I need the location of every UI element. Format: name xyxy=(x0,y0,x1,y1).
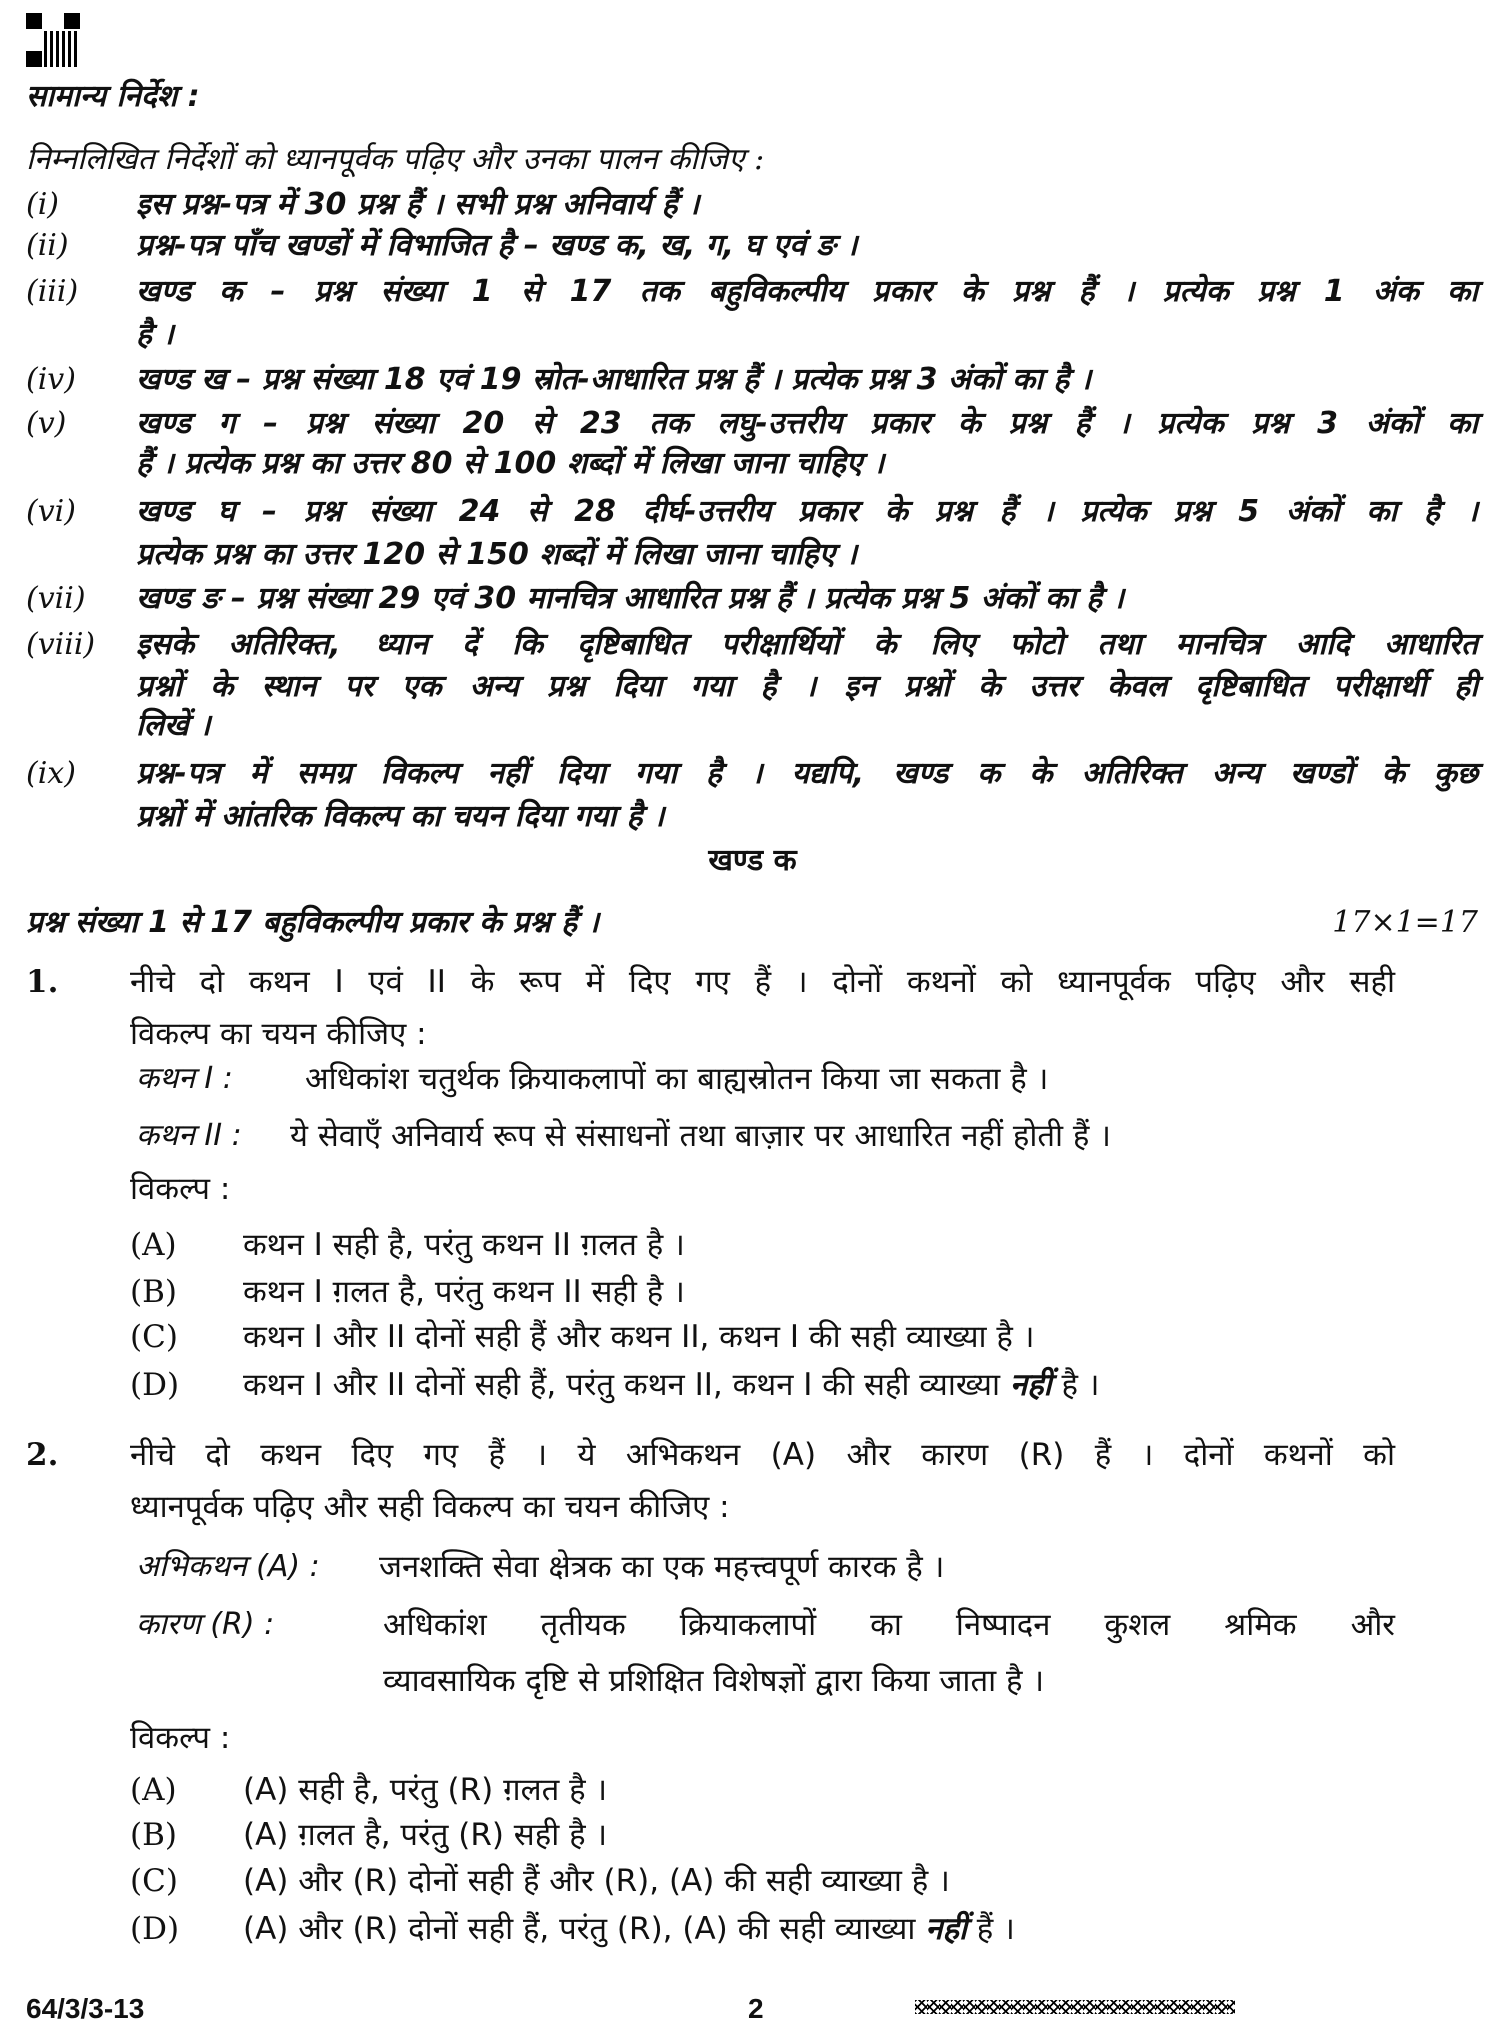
instruction-text: प्रश्नों में आंतरिक विकल्प का चयन दिया गया है । xyxy=(136,799,665,834)
instruction-text: खण्ड ख – प्रश्न संख्या 18 एवं 19 स्रोत-आधारित प्रश्न हैं । प्रत्येक प्रश्न 3 अंकों का है । xyxy=(136,362,1092,397)
option-key: (B) xyxy=(130,1817,177,1853)
option-text: कथन I ग़लत है, परंतु कथन II सही है । xyxy=(243,1274,685,1310)
section-title: खण्ड क xyxy=(708,843,797,878)
option-text: कथन I और II दोनों सही हैं और कथन II, कथन I की सही व्याख्या है । xyxy=(243,1319,1035,1355)
instruction-text: खण्ड ग – प्रश्न संख्या 20 से 23 तक लघु-उत्तरीय प्रकार के प्रश्न हैं । प्रत्येक प्रश्न 3 अंकों का xyxy=(136,406,1478,441)
statement-label: कथन I : xyxy=(136,1061,233,1096)
option-key: (B) xyxy=(130,1274,177,1310)
option-text: (A) सही है, परंतु (R) ग़लत है । xyxy=(243,1772,608,1808)
option-emphasis: नहीं xyxy=(1009,1367,1052,1403)
question-text: विकल्प का चयन कीजिए : xyxy=(130,1016,427,1052)
statement-label: कारण (R) : xyxy=(136,1607,275,1642)
statement-text: अधिकांश तृतीयक क्रियाकलापों का निष्पादन कुशल श्रमिक और xyxy=(383,1607,1395,1643)
option-text: (A) और (R) दोनों सही हैं और (R), (A) की सही व्याख्या है । xyxy=(243,1863,950,1899)
question-number: 2. xyxy=(26,1437,59,1473)
instruction-text: प्रश्नों के स्थान पर एक अन्य प्रश्न दिया गया है । इन प्रश्नों के उत्तर केवल दृष्टिबाधित परीक्षार्थी ही xyxy=(136,669,1478,704)
page-number: 2 xyxy=(748,1993,764,2024)
section-marks: 17×1=17 xyxy=(1332,905,1478,940)
options-label: विकल्प : xyxy=(130,1720,231,1756)
paper-code: 64/3/3-13 xyxy=(26,1993,145,2024)
instructions-heading: सामान्य निर्देश : xyxy=(26,79,200,114)
instruction-num: (iv) xyxy=(26,362,76,397)
option-text: (A) ग़लत है, परंतु (R) सही है । xyxy=(243,1817,608,1853)
instruction-text: प्रश्न-पत्र में समग्र विकल्प नहीं दिया गया है । यद्यपि, खण्ड क के अतिरिक्त अन्य खण्डों के कुछ xyxy=(136,756,1478,791)
instruction-num: (ii) xyxy=(26,228,69,263)
option-emphasis: नहीं xyxy=(925,1911,967,1947)
option-text xyxy=(243,1367,1100,1403)
option-text-main: (A) और (R) दोनों सही हैं, परंतु (R), (A) की सही व्याख्या xyxy=(243,1911,916,1947)
option-key: (D) xyxy=(130,1911,180,1947)
statement-text: व्यावसायिक दृष्टि से प्रशिक्षित विशेषज्ञों द्वारा किया जाता है । xyxy=(383,1663,1045,1699)
option-text xyxy=(243,1911,1015,1947)
statement-label: कथन II : xyxy=(136,1118,242,1153)
options-label: विकल्प : xyxy=(130,1171,231,1207)
question-text: नीचे दो कथन दिए गए हैं । ये अभिकथन (A) और कारण (R) हैं । दोनों कथनों को xyxy=(130,1437,1395,1473)
instruction-num: (iii) xyxy=(26,274,79,309)
instruction-text: खण्ड घ – प्रश्न संख्या 24 से 28 दीर्घ-उत्तरीय प्रकार के प्रश्न हैं । प्रत्येक प्रश्न 5 अंकों का है । xyxy=(136,494,1478,529)
statement-text: ये सेवाएँ अनिवार्य रूप से संसाधनों तथा बाज़ार पर आधारित नहीं होती हैं । xyxy=(290,1118,1111,1154)
instruction-num: (viii) xyxy=(26,627,96,662)
instruction-text: प्रत्येक प्रश्न का उत्तर 120 से 150 शब्दों में लिखा जाना चाहिए । xyxy=(136,537,857,572)
section-prompt: प्रश्न संख्या 1 से 17 बहुविकल्पीय प्रकार के प्रश्न हैं । xyxy=(26,905,600,940)
instruction-num: (i) xyxy=(26,187,60,222)
instruction-num: (ix) xyxy=(26,756,76,791)
option-key: (C) xyxy=(130,1863,178,1899)
option-key: (C) xyxy=(130,1319,178,1355)
statement-label: अभिकथन (A) : xyxy=(136,1549,320,1584)
option-text: कथन I सही है, परंतु कथन II ग़लत है । xyxy=(243,1227,685,1263)
option-key: (A) xyxy=(130,1227,177,1263)
question-number: 1. xyxy=(26,964,59,1000)
question-text: नीचे दो कथन I एवं II के रूप में दिए गए हैं । दोनों कथनों को ध्यानपूर्वक पढ़िए और सही xyxy=(130,964,1395,1000)
instruction-text: प्रश्न-पत्र पाँच खण्डों में विभाजित है – खण्ड क, ख, ग, घ एवं ङ । xyxy=(136,228,858,263)
option-text-tail: हैं । xyxy=(976,1911,1015,1947)
question-text: ध्यानपूर्वक पढ़िए और सही विकल्प का चयन कीजिए : xyxy=(130,1489,730,1525)
instruction-text: इसके अतिरिक्त, ध्यान दें कि दृष्टिबाधित परीक्षार्थियों के लिए फोटो तथा मानचित्र आदि आधारित xyxy=(136,627,1478,662)
instruction-text: हैं । प्रत्येक प्रश्न का उत्तर 80 से 100 शब्दों में लिखा जाना चाहिए । xyxy=(136,446,885,481)
qr-code xyxy=(26,13,80,67)
option-text-main: कथन I और II दोनों सही हैं, परंतु कथन II, कथन I की सही व्याख्या xyxy=(243,1367,1001,1403)
instruction-text: है । xyxy=(136,317,174,352)
instruction-num: (vii) xyxy=(26,581,86,616)
instruction-text: इस प्रश्न-पत्र में 30 प्रश्न हैं । सभी प्रश्न अनिवार्य हैं । xyxy=(136,187,700,222)
statement-text: जनशक्ति सेवा क्षेत्रक का एक महत्त्वपूर्ण कारक है । xyxy=(379,1549,945,1585)
instruction-num: (v) xyxy=(26,406,67,441)
wavy-line-decoration xyxy=(915,2000,1235,2014)
option-text-tail: है । xyxy=(1061,1367,1100,1403)
instruction-text: खण्ड ङ – प्रश्न संख्या 29 एवं 30 मानचित्र आधारित प्रश्न हैं । प्रत्येक प्रश्न 5 अंकों का है । xyxy=(136,581,1124,616)
option-key: (A) xyxy=(130,1772,177,1808)
instructions-intro: निम्नलिखित निर्देशों को ध्यानपूर्वक पढ़िए और उनका पालन कीजिए : xyxy=(26,142,765,177)
statement-text: अधिकांश चतुर्थक क्रियाकलापों का बाह्यस्रोतन किया जा सकता है । xyxy=(305,1061,1049,1097)
option-key: (D) xyxy=(130,1367,180,1403)
instruction-text: खण्ड क – प्रश्न संख्या 1 से 17 तक बहुविकल्पीय प्रकार के प्रश्न हैं । प्रत्येक प्रश्न 1 अंक का xyxy=(136,274,1478,309)
instruction-num: (vi) xyxy=(26,494,76,529)
instruction-text: लिखें । xyxy=(136,708,211,743)
